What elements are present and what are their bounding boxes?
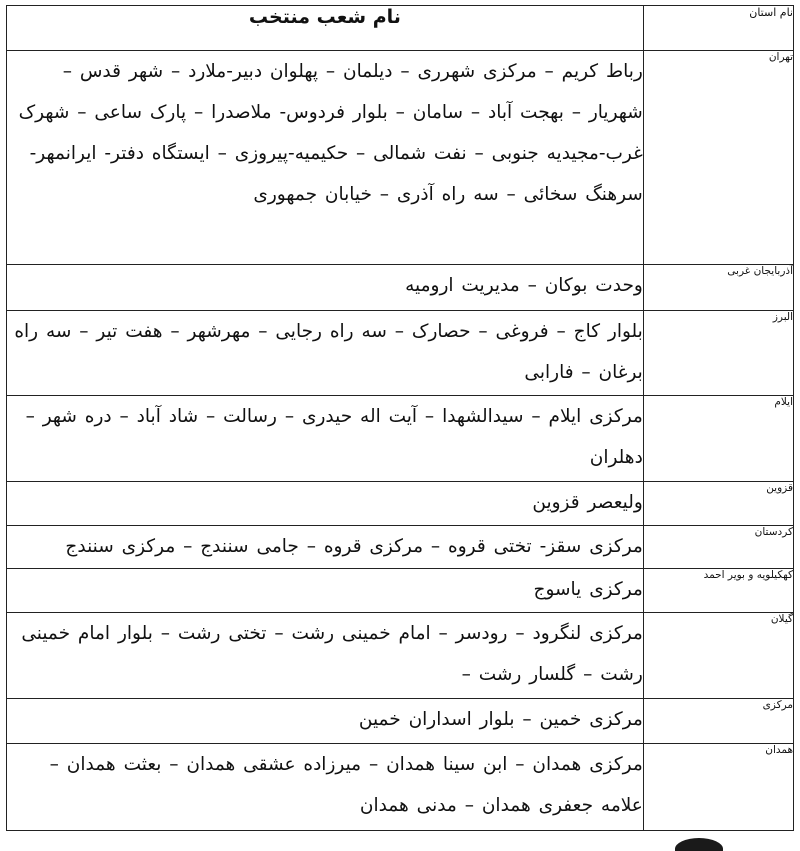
- table-row: [7, 526, 794, 569]
- province-cell: گیلان: [643, 613, 793, 699]
- table-row: [7, 265, 794, 311]
- province-cell: کردستان: [643, 526, 793, 569]
- branches-cell: ولیعصر قزوین: [7, 482, 644, 526]
- province-cell: قزوین: [643, 482, 793, 526]
- table-row: [7, 482, 794, 526]
- table-row: [7, 744, 794, 831]
- province-cell: همدان: [643, 744, 793, 831]
- table-row: [7, 311, 794, 396]
- branches-cell: بلوار کاج – فروغی – حصارک – سه راه رجایی – مهرشهر – هفت تیر – سه راه برغان – فارابی: [7, 311, 644, 396]
- photo-edge-shadow: [675, 838, 723, 851]
- province-cell: کهکیلویه و بویر احمد: [643, 569, 793, 613]
- branches-cell: مرکزی همدان – ابن سینا همدان – میرزاده عشقی همدان – بعثت همدان – علامه جعفری همدان – مدنی همدان: [7, 744, 644, 831]
- table-row: [7, 396, 794, 482]
- province-cell: ایلام: [643, 396, 793, 482]
- branches-cell: مرکزی یاسوج: [7, 569, 644, 613]
- table-row: [7, 613, 794, 699]
- branches-cell: مرکزی لنگرود – رودسر – امام خمینی رشت – تختی رشت – بلوار امام خمینی رشت – گلسار رشت –: [7, 613, 644, 699]
- branches-cell: مرکزی ایلام – سیدالشهدا – آیت اله حیدری – رسالت – شاد آباد – دره شهر – دهلران: [7, 396, 644, 482]
- province-cell: تهران: [643, 51, 793, 265]
- province-cell: مرکزی: [643, 699, 793, 744]
- branches-cell: مرکزی سقز- تختی قروه – مرکزی قروه – جامی سنندج – مرکزی سنندج: [7, 526, 644, 569]
- table-row: [7, 569, 794, 613]
- province-cell: آذربایجان غربی: [643, 265, 793, 311]
- header-province: نام استان: [643, 6, 793, 51]
- header-branches: نام شعب منتخب: [7, 6, 644, 51]
- table-header-row: [7, 6, 794, 51]
- branches-cell: مرکزی خمین – بلوار اسداران خمین: [7, 699, 644, 744]
- table-row: [7, 51, 794, 265]
- province-cell: البرز: [643, 311, 793, 396]
- table-row: [7, 699, 794, 744]
- branches-table: [6, 5, 794, 831]
- branches-cell: وحدت بوکان – مدیریت ارومیه: [7, 265, 644, 311]
- branches-cell: رباط کریم – مرکزی شهرری – دیلمان – پهلوان دبیر-ملارد – شهر قدس – شهریار – بهجت آباد – سامان – بلوار فردوس- ملاصدرا – پارک ساعی – شهرک غرب-مجیدیه جنوبی – نفت شمالی – حکیمیه-پیروزی – ایستگاه دفتر- ایرانمهر-سرهنگ سخائی – سه راه آذری – خیابان جمهوری: [7, 51, 644, 265]
